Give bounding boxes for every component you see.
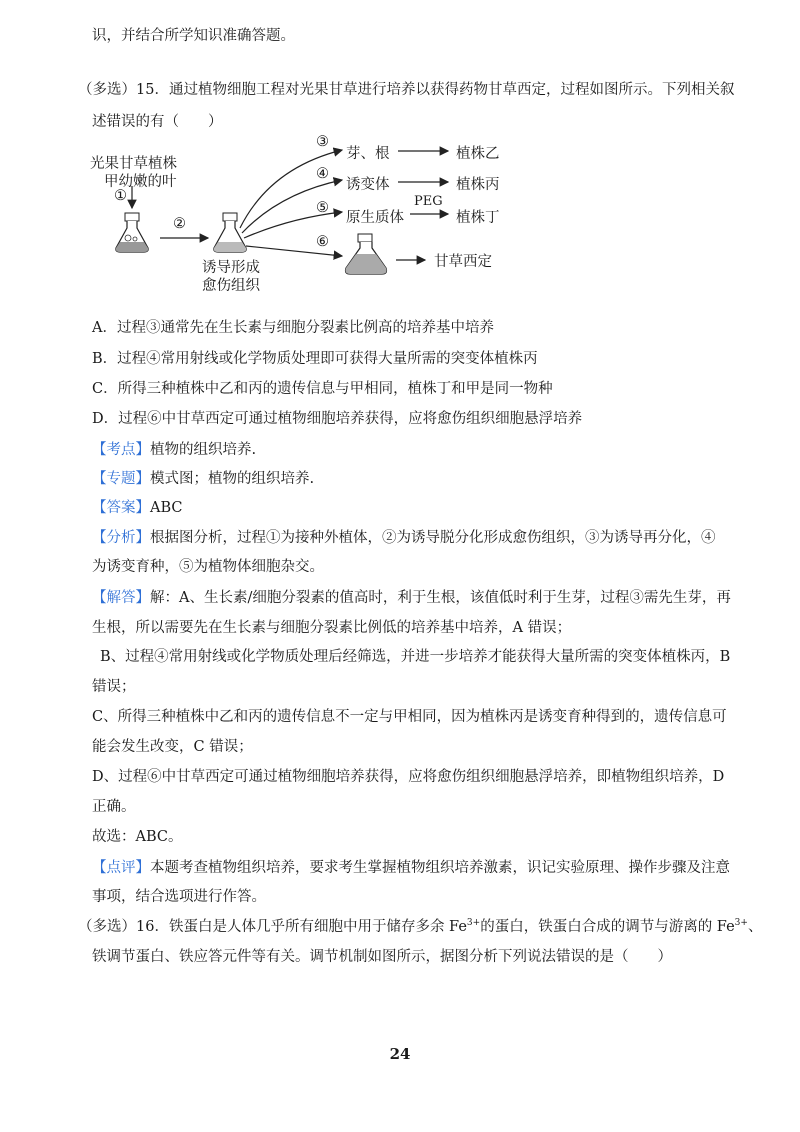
review-row-1 [92, 858, 730, 878]
q16-text-c: 、 [747, 919, 763, 935]
source-label-2: 甲幼嫩的叶 [104, 174, 177, 190]
analysis-tag: 【分析】 [92, 530, 150, 546]
solution-row-8: 正确。 [92, 799, 136, 815]
callus-label-1: 诱导形成 [202, 260, 260, 276]
q16-text-b: 的蛋白，铁蛋白合成的调节与游离的 Fe [480, 919, 735, 935]
step-6-label: ⑥ [316, 234, 329, 250]
solution-row-5: C、所得三种植株中乙和丙的遗传信息不一定与甲相同，因为植株丙是诱变育种得到的，遗传信息可 [92, 709, 727, 725]
step-5-label: ⑤ [316, 200, 329, 216]
solution-row-9: 故选：ABC。 [92, 829, 183, 845]
question-15-line2: 述错误的有（ ） [92, 114, 223, 130]
review-text-1: 本题考查植物组织培养，要求考生掌握植物组织培养激素，识记实验原理、操作步骤及注意 [150, 860, 730, 876]
solution-row-7: D、过程⑥中甘草西定可通过植物细胞培养获得，应将愈伤组织细胞悬浮培养，即植物组织培养，D [92, 769, 725, 785]
page-number: 24 [389, 1045, 411, 1063]
zhuanti-tag: 【专题】 [92, 471, 150, 487]
buds-roots-label: 芽、根 [346, 146, 390, 162]
mutant-label: 诱变体 [346, 177, 390, 193]
analysis-row-2: 为诱变育种，⑤为植物体细胞杂交。 [92, 559, 324, 575]
kaodian-row [92, 440, 256, 460]
kaodian-tag: 【考点】 [92, 442, 150, 458]
analysis-row-1 [92, 528, 716, 548]
flask-1-icon [116, 213, 148, 252]
solution-row-2: 生根，所以需要先在生长素与细胞分裂素比例低的培养基中培养，A 错误； [92, 620, 572, 636]
flask-2-icon [214, 213, 246, 252]
option-c: C．所得三种植株中乙和丙的遗传信息与甲相同，植株丁和甲是同一物种 [92, 381, 553, 397]
answer-row [92, 498, 183, 518]
q16-text-a: （多选）16．铁蛋白是人体几乎所有细胞中用于储存多余 Fe [78, 919, 467, 935]
source-label-1: 光果甘草植株 [90, 156, 177, 172]
plant-b-label: 植株乙 [456, 146, 500, 162]
step-4-label: ④ [316, 166, 329, 182]
step-3-label: ③ [316, 134, 329, 150]
answer-tag: 【答案】 [92, 500, 150, 516]
step-1-label: ① [114, 188, 127, 204]
question-16-line2: 铁调节蛋白、铁应答元件等有关。调节机制如图所示，据图分析下列说法错误的是（ ） [92, 949, 672, 965]
q16-superscript-1: 3+ [466, 918, 481, 929]
process-diagram [80, 134, 640, 298]
plant-c-label: 植株丙 [456, 177, 500, 193]
option-b: B．过程④常用射线或化学物质处理即可获得大量所需的突变体植株丙 [92, 351, 538, 367]
zhuanti-text: 模式图；植物的组织培养. [150, 471, 315, 487]
peg-label: PEG [414, 194, 443, 209]
zhuanti-row [92, 469, 314, 489]
plant-d-label: 植株丁 [456, 210, 500, 226]
option-a: A．过程③通常先在生长素与细胞分裂素比例高的培养基中培养 [92, 320, 494, 336]
review-row-2: 事项，结合选项进行作答。 [92, 889, 266, 905]
step-2-label: ② [173, 216, 186, 232]
question-16-line1 [78, 917, 762, 937]
solution-row-1 [92, 588, 731, 608]
answer-text: ABC [150, 500, 183, 516]
kaodian-text: 植物的组织培养. [150, 442, 257, 458]
question-15-line1: （多选）15．通过植物细胞工程对光果甘草进行培养以获得药物甘草西定，过程如图所示。下列相关叙 [78, 82, 735, 98]
solution-row-6: 能会发生改变，C 错误； [92, 739, 253, 755]
intro-text: 识，并结合所学知识准确答题。 [92, 28, 295, 44]
review-tag: 【点评】 [92, 860, 150, 876]
q16-superscript-2: 3+ [734, 918, 748, 929]
product-label: 甘草西定 [434, 254, 492, 270]
solution-text-1: 解：A、生长素/细胞分裂素的值高时，利于生根，该值低时利于生芽，过程③需先生芽，再 [150, 590, 731, 606]
arrow-step3 [240, 150, 342, 228]
callus-label-2: 愈伤组织 [202, 278, 260, 294]
protoplast-label: 原生质体 [346, 210, 404, 226]
solution-tag: 【解答】 [92, 590, 150, 606]
analysis-text-1: 根据图分析，过程①为接种外植体，②为诱导脱分化形成愈伤组织，③为诱导再分化，④ [150, 530, 716, 546]
flask-3-icon [346, 234, 387, 274]
solution-row-4: 错误； [92, 679, 136, 695]
option-d: D．过程⑥中甘草西定可通过植物细胞培养获得，应将愈伤组织细胞悬浮培养 [92, 411, 583, 427]
solution-row-3: B、过程④常用射线或化学物质处理后经筛选，并进一步培养才能获得大量所需的突变体植株丙，B [100, 649, 731, 665]
